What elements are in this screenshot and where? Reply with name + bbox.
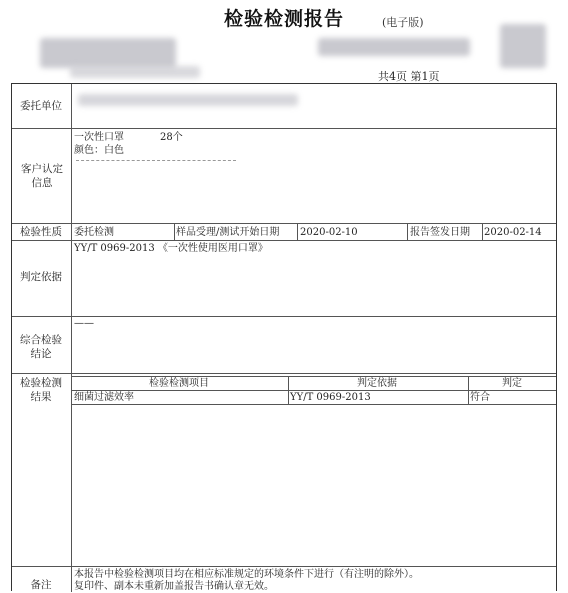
- results-row-item: 细菌过滤效率: [74, 392, 134, 403]
- row-divider: [12, 128, 556, 129]
- start-date-label: 样品受理/测试开始日期: [176, 227, 280, 238]
- remarks-label: 备注: [30, 579, 52, 591]
- results-header-item: 检验检测项目: [149, 378, 209, 389]
- dashed-separator: [76, 160, 236, 161]
- label-column-divider: [71, 84, 72, 592]
- conclusion-value: ——: [74, 318, 94, 329]
- redacted-area-left-2: [70, 66, 200, 78]
- customer-info-label: 客户认定信息: [21, 163, 63, 189]
- results-row-bottom: [72, 404, 556, 405]
- issue-date-value: 2020-02-14: [484, 227, 542, 238]
- report-title: 检验检测报告: [223, 8, 344, 30]
- page-info: 共4页 第1页: [378, 70, 440, 83]
- results-label: 检验检测结果: [20, 377, 62, 403]
- results-row-verdict: 符合: [470, 392, 490, 403]
- edition-label: (电子版): [382, 16, 424, 29]
- basis-label: 判定依据: [20, 271, 62, 283]
- conclusion-label: 综合检验结论: [20, 334, 62, 360]
- cell-divider: [297, 223, 298, 240]
- product-color: 颜色：白色: [74, 145, 124, 156]
- nature-label: 检验性质: [20, 226, 62, 238]
- redacted-area-left: [40, 38, 176, 68]
- results-header-basis: 判定依据: [357, 378, 397, 389]
- results-header-verdict: 判定: [502, 378, 522, 389]
- redacted-area-right: [318, 38, 470, 56]
- remarks-line-1: 本报告中检验检测项目均在相应标准规定的环境条件下进行（有注明的除外）。: [74, 569, 419, 580]
- cell-divider: [407, 223, 408, 240]
- issue-date-label: 报告签发日期: [410, 227, 470, 238]
- product-quantity: 28个: [160, 132, 183, 143]
- cell-divider: [482, 223, 483, 240]
- row-divider: [12, 240, 556, 241]
- start-date-value: 2020-02-10: [300, 227, 358, 238]
- client-label: 委托单位: [20, 100, 62, 112]
- redacted-area-corner: [500, 24, 546, 68]
- nature-value: 委托检测: [74, 227, 114, 238]
- row-divider: [12, 223, 556, 224]
- product-name: 一次性口罩: [74, 132, 124, 143]
- cell-divider: [174, 223, 175, 240]
- row-divider: [12, 566, 556, 567]
- remarks-line-2: 复印件、副本未重新加盖报告书确认章无效。: [74, 581, 274, 592]
- results-row-basis: YY/T 0969-2013: [290, 392, 371, 403]
- row-divider: [12, 373, 556, 374]
- basis-value: YY/T 0969-2013 《一次性使用医用口罩》: [74, 243, 268, 254]
